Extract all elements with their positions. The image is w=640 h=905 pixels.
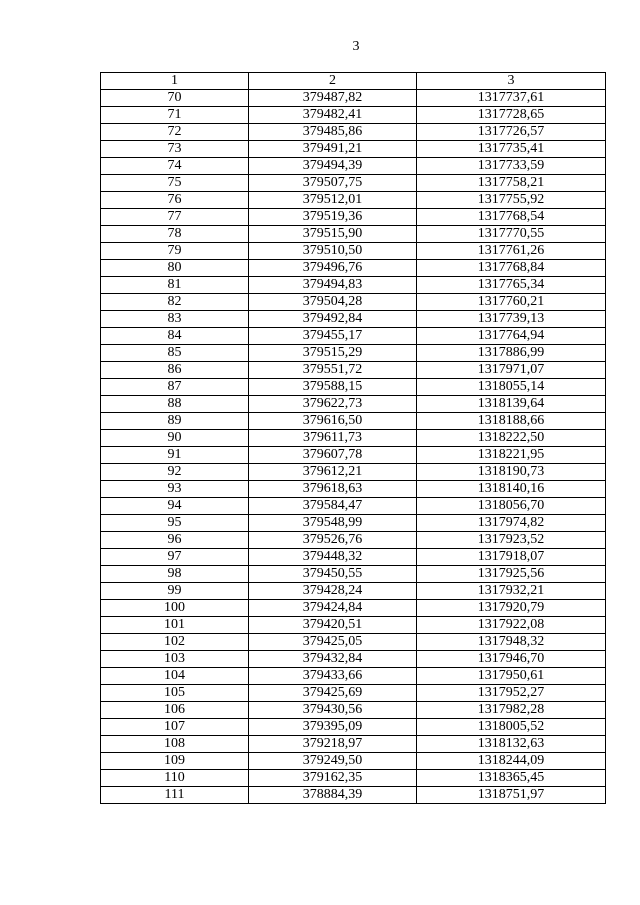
table-row	[101, 651, 606, 668]
y-coordinate-cell: 1318222,50	[417, 430, 606, 447]
y-coordinate-cell: 1317948,32	[417, 634, 606, 651]
y-coordinate-cell: 1317925,56	[417, 566, 606, 583]
table-row	[101, 413, 606, 430]
table-row	[101, 481, 606, 498]
x-coordinate-cell: 379432,84	[249, 651, 417, 668]
table-row	[101, 719, 606, 736]
table-row	[101, 328, 606, 345]
column-header-2: 2	[249, 73, 417, 90]
x-coordinate-cell: 379504,28	[249, 294, 417, 311]
y-coordinate-cell: 1317920,79	[417, 600, 606, 617]
point-number-cell: 92	[101, 464, 249, 481]
point-number-cell: 104	[101, 668, 249, 685]
x-coordinate-cell: 379494,83	[249, 277, 417, 294]
y-coordinate-cell: 1317923,52	[417, 532, 606, 549]
x-coordinate-cell: 379487,82	[249, 90, 417, 107]
x-coordinate-cell: 379548,99	[249, 515, 417, 532]
table-header-row	[101, 73, 606, 90]
x-coordinate-cell: 379448,32	[249, 549, 417, 566]
y-coordinate-cell: 1318132,63	[417, 736, 606, 753]
x-coordinate-cell: 379612,21	[249, 464, 417, 481]
y-coordinate-cell: 1317952,27	[417, 685, 606, 702]
y-coordinate-cell: 1318139,64	[417, 396, 606, 413]
table-row	[101, 685, 606, 702]
y-coordinate-cell: 1317768,54	[417, 209, 606, 226]
table-row	[101, 175, 606, 192]
table-row	[101, 260, 606, 277]
table-row	[101, 107, 606, 124]
table-row	[101, 583, 606, 600]
table-row	[101, 617, 606, 634]
y-coordinate-cell: 1318005,52	[417, 719, 606, 736]
point-number-cell: 90	[101, 430, 249, 447]
table-row	[101, 447, 606, 464]
point-number-cell: 97	[101, 549, 249, 566]
x-coordinate-cell: 378884,39	[249, 787, 417, 804]
point-number-cell: 72	[101, 124, 249, 141]
table-row	[101, 277, 606, 294]
x-coordinate-cell: 379515,90	[249, 226, 417, 243]
y-coordinate-cell: 1317733,59	[417, 158, 606, 175]
x-coordinate-cell: 379526,76	[249, 532, 417, 549]
table-row	[101, 464, 606, 481]
table-row	[101, 668, 606, 685]
x-coordinate-cell: 379622,73	[249, 396, 417, 413]
point-number-cell: 106	[101, 702, 249, 719]
point-number-cell: 111	[101, 787, 249, 804]
x-coordinate-cell: 379485,86	[249, 124, 417, 141]
table-row	[101, 396, 606, 413]
table-row	[101, 226, 606, 243]
x-coordinate-cell: 379482,41	[249, 107, 417, 124]
table-row	[101, 124, 606, 141]
point-number-cell: 109	[101, 753, 249, 770]
point-number-cell: 82	[101, 294, 249, 311]
x-coordinate-cell: 379395,09	[249, 719, 417, 736]
x-coordinate-cell: 379607,78	[249, 447, 417, 464]
x-coordinate-cell: 379455,17	[249, 328, 417, 345]
table-row	[101, 515, 606, 532]
point-number-cell: 89	[101, 413, 249, 430]
point-number-cell: 73	[101, 141, 249, 158]
point-number-cell: 79	[101, 243, 249, 260]
y-coordinate-cell: 1317761,26	[417, 243, 606, 260]
y-coordinate-cell: 1317918,07	[417, 549, 606, 566]
point-number-cell: 76	[101, 192, 249, 209]
x-coordinate-cell: 379428,24	[249, 583, 417, 600]
table-row	[101, 770, 606, 787]
y-coordinate-cell: 1317739,13	[417, 311, 606, 328]
table-row	[101, 379, 606, 396]
point-number-cell: 102	[101, 634, 249, 651]
y-coordinate-cell: 1317974,82	[417, 515, 606, 532]
point-number-cell: 74	[101, 158, 249, 175]
x-coordinate-cell: 379507,75	[249, 175, 417, 192]
point-number-cell: 93	[101, 481, 249, 498]
page-number: 3	[352, 39, 360, 54]
x-coordinate-cell: 379618,63	[249, 481, 417, 498]
x-coordinate-cell: 379430,56	[249, 702, 417, 719]
y-coordinate-cell: 1318190,73	[417, 464, 606, 481]
table-row	[101, 311, 606, 328]
y-coordinate-cell: 1317755,92	[417, 192, 606, 209]
y-coordinate-cell: 1317886,99	[417, 345, 606, 362]
y-coordinate-cell: 1317768,84	[417, 260, 606, 277]
point-number-cell: 71	[101, 107, 249, 124]
x-coordinate-cell: 379515,29	[249, 345, 417, 362]
point-number-cell: 100	[101, 600, 249, 617]
x-coordinate-cell: 379510,50	[249, 243, 417, 260]
y-coordinate-cell: 1318221,95	[417, 447, 606, 464]
y-coordinate-cell: 1317971,07	[417, 362, 606, 379]
point-number-cell: 107	[101, 719, 249, 736]
point-number-cell: 101	[101, 617, 249, 634]
table-row	[101, 532, 606, 549]
point-number-cell: 99	[101, 583, 249, 600]
point-number-cell: 78	[101, 226, 249, 243]
y-coordinate-cell: 1317758,21	[417, 175, 606, 192]
table-row	[101, 158, 606, 175]
y-coordinate-cell: 1317728,65	[417, 107, 606, 124]
point-number-cell: 77	[101, 209, 249, 226]
x-coordinate-cell: 379584,47	[249, 498, 417, 515]
point-number-cell: 88	[101, 396, 249, 413]
y-coordinate-cell: 1317737,61	[417, 90, 606, 107]
y-coordinate-cell: 1317982,28	[417, 702, 606, 719]
table-row	[101, 243, 606, 260]
point-number-cell: 83	[101, 311, 249, 328]
point-number-cell: 108	[101, 736, 249, 753]
y-coordinate-cell: 1318188,66	[417, 413, 606, 430]
x-coordinate-cell: 379519,36	[249, 209, 417, 226]
table-row	[101, 753, 606, 770]
y-coordinate-cell: 1317932,21	[417, 583, 606, 600]
table-row	[101, 209, 606, 226]
table-row	[101, 192, 606, 209]
table-row	[101, 787, 606, 804]
y-coordinate-cell: 1317770,55	[417, 226, 606, 243]
x-coordinate-cell: 379588,15	[249, 379, 417, 396]
column-header-1: 1	[101, 73, 249, 90]
x-coordinate-cell: 379512,01	[249, 192, 417, 209]
x-coordinate-cell: 379218,97	[249, 736, 417, 753]
point-number-cell: 84	[101, 328, 249, 345]
x-coordinate-cell: 379491,21	[249, 141, 417, 158]
point-number-cell: 86	[101, 362, 249, 379]
table-row	[101, 634, 606, 651]
table-row	[101, 90, 606, 107]
y-coordinate-cell: 1318244,09	[417, 753, 606, 770]
x-coordinate-cell: 379420,51	[249, 617, 417, 634]
table-row	[101, 362, 606, 379]
point-number-cell: 75	[101, 175, 249, 192]
x-coordinate-cell: 379496,76	[249, 260, 417, 277]
x-coordinate-cell: 379162,35	[249, 770, 417, 787]
table-row	[101, 498, 606, 515]
point-number-cell: 98	[101, 566, 249, 583]
point-number-cell: 96	[101, 532, 249, 549]
y-coordinate-cell: 1318365,45	[417, 770, 606, 787]
point-number-cell: 70	[101, 90, 249, 107]
point-number-cell: 80	[101, 260, 249, 277]
point-number-cell: 87	[101, 379, 249, 396]
y-coordinate-cell: 1317726,57	[417, 124, 606, 141]
x-coordinate-cell: 379433,66	[249, 668, 417, 685]
coordinates-table	[100, 72, 606, 804]
point-number-cell: 95	[101, 515, 249, 532]
table-row	[101, 566, 606, 583]
y-coordinate-cell: 1317946,70	[417, 651, 606, 668]
table-body	[101, 90, 606, 804]
table-row	[101, 430, 606, 447]
x-coordinate-cell: 379249,50	[249, 753, 417, 770]
column-header-3: 3	[417, 73, 606, 90]
y-coordinate-cell: 1318056,70	[417, 498, 606, 515]
x-coordinate-cell: 379494,39	[249, 158, 417, 175]
point-number-cell: 105	[101, 685, 249, 702]
table-row	[101, 141, 606, 158]
table-row	[101, 702, 606, 719]
x-coordinate-cell: 379611,73	[249, 430, 417, 447]
x-coordinate-cell: 379425,05	[249, 634, 417, 651]
x-coordinate-cell: 379450,55	[249, 566, 417, 583]
x-coordinate-cell: 379616,50	[249, 413, 417, 430]
point-number-cell: 81	[101, 277, 249, 294]
table-row	[101, 294, 606, 311]
point-number-cell: 91	[101, 447, 249, 464]
y-coordinate-cell: 1318140,16	[417, 481, 606, 498]
x-coordinate-cell: 379424,84	[249, 600, 417, 617]
y-coordinate-cell: 1317922,08	[417, 617, 606, 634]
y-coordinate-cell: 1317765,34	[417, 277, 606, 294]
y-coordinate-cell: 1317735,41	[417, 141, 606, 158]
y-coordinate-cell: 1318055,14	[417, 379, 606, 396]
x-coordinate-cell: 379551,72	[249, 362, 417, 379]
x-coordinate-cell: 379425,69	[249, 685, 417, 702]
y-coordinate-cell: 1318751,97	[417, 787, 606, 804]
table-row	[101, 345, 606, 362]
x-coordinate-cell: 379492,84	[249, 311, 417, 328]
table-row	[101, 549, 606, 566]
table-row	[101, 600, 606, 617]
point-number-cell: 103	[101, 651, 249, 668]
y-coordinate-cell: 1317760,21	[417, 294, 606, 311]
y-coordinate-cell: 1317950,61	[417, 668, 606, 685]
table-row	[101, 736, 606, 753]
point-number-cell: 85	[101, 345, 249, 362]
point-number-cell: 110	[101, 770, 249, 787]
y-coordinate-cell: 1317764,94	[417, 328, 606, 345]
point-number-cell: 94	[101, 498, 249, 515]
